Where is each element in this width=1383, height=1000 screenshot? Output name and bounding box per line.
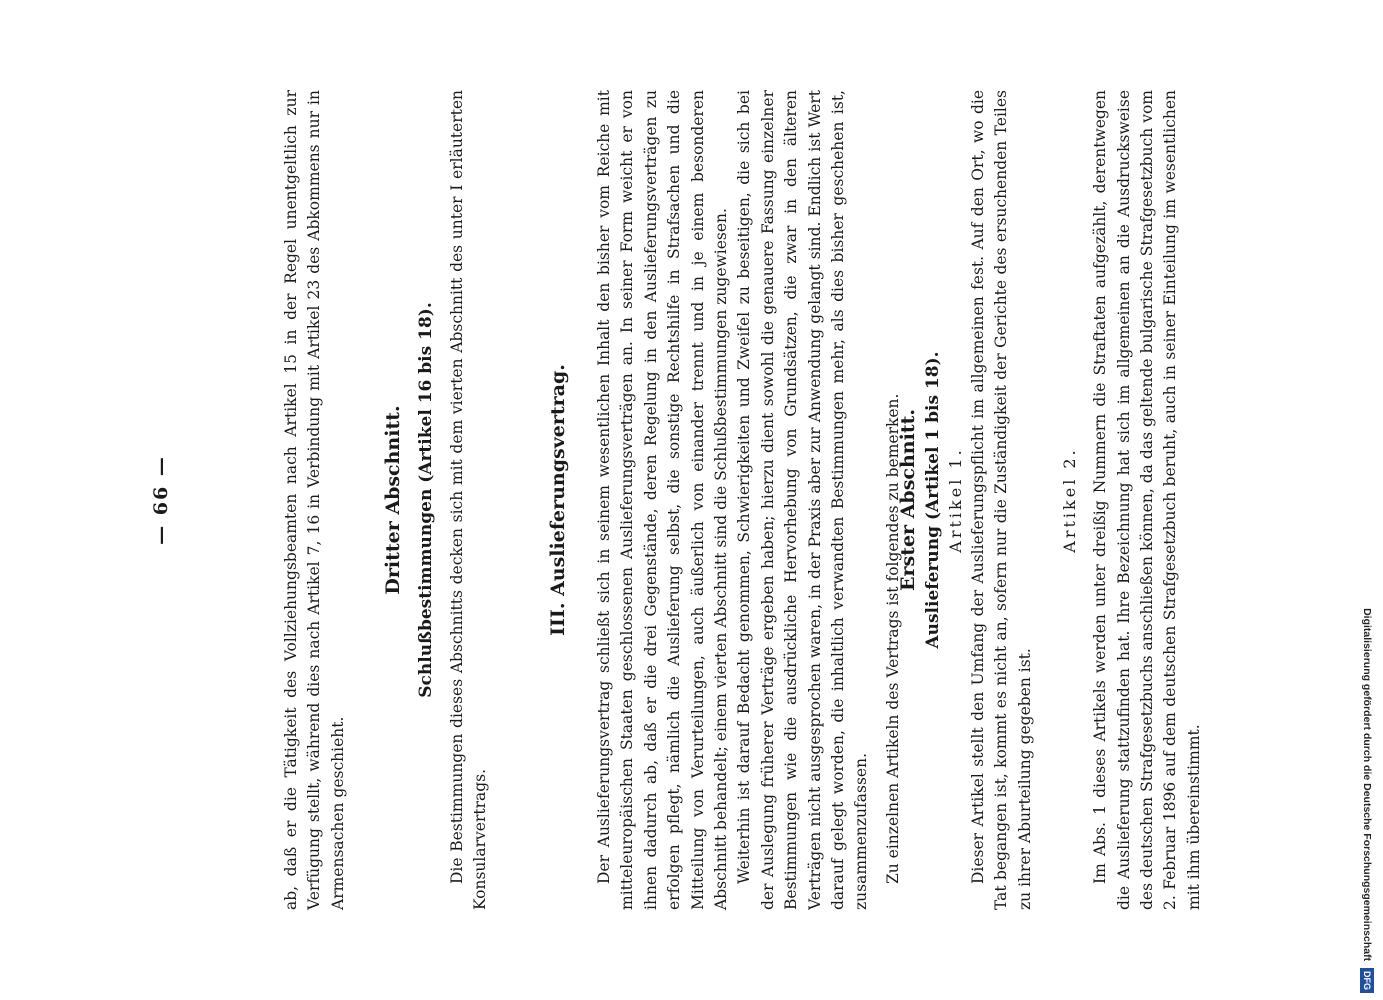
page-number: — 66 —	[150, 455, 172, 545]
chapter-paragraph-1: Der Auslieferungsvertrag schließt sich in seinem wesentlichen Inhalt den bisher vom Reiche mit mitteleuropäischen Staaten geschlossenen Auslieferungsverträgen an. In seiner Form weicht er von ihnen dadurch ab, daß er die drei Gegenstände, deren Regelung in den Auslieferungsverträgen zu erfolgen pflegt, nämlich die Auslieferung selbst, die sonstige Rechtshilfe in Strafsachen und die Mitteilung von Verurteilungen, auch äußerlich von einander trennt und in je einem besonderen Abschnitt behandelt; einem vierten Abschnitt sind die Schlußbestimmungen zugewiesen.	[595, 90, 731, 910]
article-2-label: Artikel 2.	[1060, 447, 1080, 553]
chapter-paragraph-2: Weiterhin ist darauf Bedacht genommen, Schwierigkeiten und Zweifel zu beseitigen, die sich bei der Auslegung früherer Verträge ergeben haben; hierzu dient sowohl die genauere Fassung einzelner Bestimmungen wie die ausdrückliche Hervorhebung von Grundsätzen, die zwar in den älteren Verträgen nicht ausgesprochen waren, in der Praxis aber zur Anwendung gelangt sind. Endlich ist Wert darauf gelegt worden, die inhaltlich verwandten Bestimmungen mehr, als dies bisher geschehen ist, zusammenzufassen.	[735, 90, 871, 910]
dfg-logo: DFG	[1360, 968, 1374, 993]
intro-block	[280, 90, 350, 910]
section-three-subheading: Schlußbestimmungen (Artikel 16 bis 18).	[416, 302, 436, 698]
chapter-paragraph-3: Zu einzelnen Artikeln des Vertrags ist folgendes zu bemerken.	[883, 393, 902, 884]
section-three-heading: Dritter Abschnitt.	[382, 405, 404, 595]
digitization-credit	[1357, 8, 1377, 993]
credit-text: Digitalisierung gefördert durch die Deutsche Forschungsgemeinschaft	[1361, 608, 1373, 962]
section-one	[895, 90, 1206, 910]
section-one-heading: Erster Abschnitt.	[897, 409, 919, 591]
article-1-label: Artikel 1.	[946, 447, 965, 553]
article-1-paragraph: Dieser Artikel stellt den Umfang der Auslieferungspflicht im allgemeinen fest. Auf den Ort, wo die Tat begangen ist, kommt es nicht an, sofern nur die Zuständigkeit der Gerichte des ersuchenden Teiles zu ihrer Aburteilung gegeben ist.	[969, 90, 1034, 910]
section-one-subheading: Auslieferung (Artikel 1 bis 18).	[923, 351, 943, 649]
section-three	[380, 90, 493, 910]
chapter-three	[545, 90, 905, 910]
article-2-paragraph: Im Abs. 1 dieses Artikels werden unter dreißig Nummern die Straftaten aufgezählt, derentwegen die Auslieferung stattzufinden hat. Ihre Bezeichnung hat sich im allgemeinen an die Ausdrucksweise des deutschen Strafgesetzbuchs anschließen können, da das geltende bulgarische Strafgesetzbuch vom 2. Februar 1896 auf dem deutschen Strafgesetzbuch beruht, auch in seiner Einteilung im wesentlichen mit ihm übereinstimmt.	[1091, 90, 1203, 910]
document-page	[150, 50, 1270, 950]
intro-paragraph: ab, daß er die Tätigkeit des Vollziehungsbeamten nach Artikel 15 in der Regel unentgeltlich zur Verfügung stellt, während dies nach Artikel 7, 16 in Verbindung mit Artikel 23 des Abkommens nur in Armensachen geschieht.	[282, 90, 347, 910]
section-three-paragraph: Die Bestimmungen dieses Abschnitts decken sich mit dem vierten Abschnitt des unter I erläuterten Konsularvertrags.	[448, 90, 490, 910]
chapter-heading: III. Auslieferungsvertrag.	[547, 364, 569, 636]
